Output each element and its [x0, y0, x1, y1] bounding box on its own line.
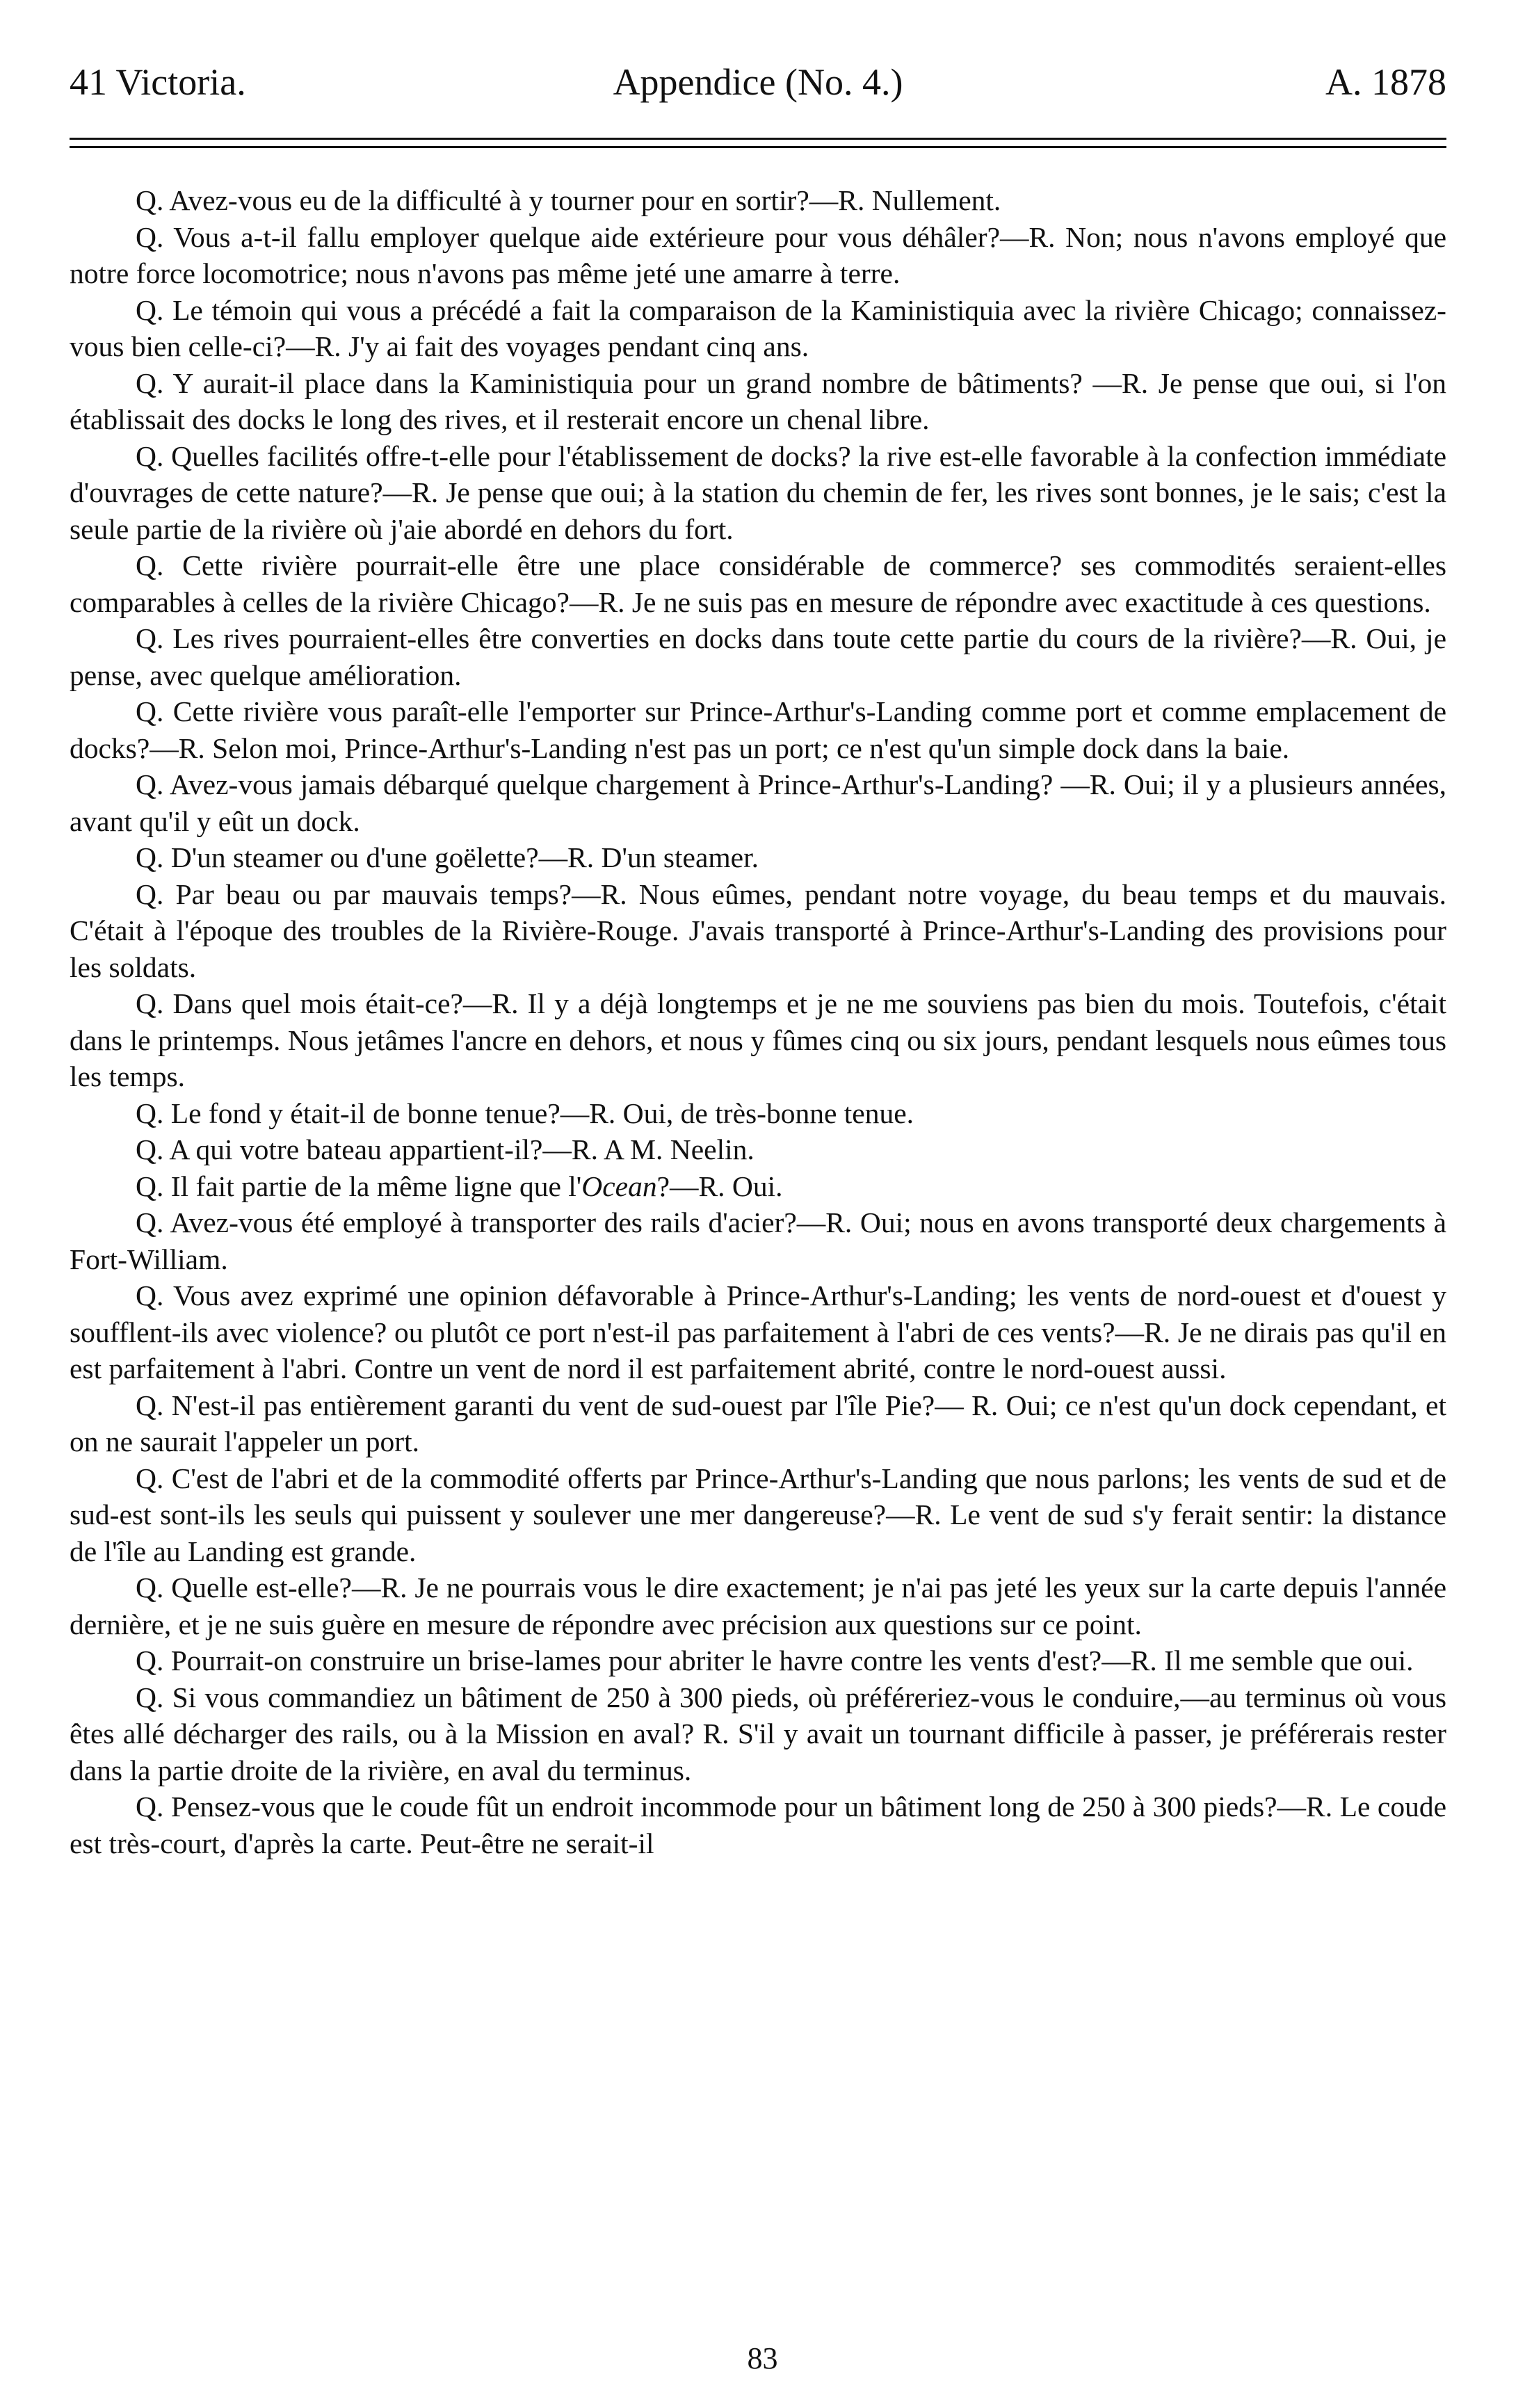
qa-paragraph: Q. Avez-vous été employé à transporter des rails d'acier?—R. Oui; nous en avons transporté deux chargements à Fort-William.	[70, 1206, 1446, 1275]
qa-paragraph: Q. Les rives pourraient-elles être converties en docks dans toute cette partie du cours de la rivière?—R. Oui, je pense, avec quelque amélioration.	[70, 622, 1446, 691]
qa-paragraph: Q. C'est de l'abri et de la commodité offerts par Prince-Arthur's-Landing que nous parlons; les vents de sud et de sud-est sont-ils les seuls qui puissent y soulever une mer dangereuse?—R. Le vent de sud s'y ferait sentir: la distance de l'île au Landing est grande.	[70, 1462, 1446, 1567]
qa-paragraph: Q. Pourrait-on construire un brise-lames pour abriter le havre contre les vents d'est?—R. Il me semble que oui.	[136, 1645, 1414, 1676]
qa-paragraph: Q. Pensez-vous que le coude fût un endroit incommode pour un bâtiment long de 250 à 300 pieds?—R. Le coude est très-court, d'après la carte. Peut-être ne serait-il	[70, 1791, 1446, 1859]
qa-paragraph: Q. Y aurait-il place dans la Kaministiquia pour un grand nombre de bâtiments? —R. Je pense que oui, si l'on établissait des docks le long des rives, et il resterait encore un chenal libre.	[70, 366, 1446, 435]
qa-paragraph: Q. Par beau ou par mauvais temps?—R. Nous eûmes, pendant notre voyage, du beau temps et du mauvais. C'était à l'époque des troubles de la Rivière-Rouge. J'avais transporté à Prince-Arthur's-Landing des provisions pour les soldats.	[70, 878, 1446, 983]
running-header	[70, 54, 1446, 110]
qa-paragraph: Q. Avez-vous eu de la difficulté à y tourner pour en sortir?—R. Nullement.	[136, 184, 1001, 216]
qa-paragraph: Q. Avez-vous jamais débarqué quelque chargement à Prince-Arthur's-Landing? —R. Oui; il y a plusieurs années, avant qu'il y eût un dock.	[70, 768, 1446, 837]
qa-paragraph: Q. Quelle est-elle?—R. Je ne pourrais vous le dire exactement; je n'ai pas jeté les yeux sur la carte depuis l'année dernière, et je ne suis guère en mesure de répondre avec précision aux questions sur ce point.	[70, 1571, 1446, 1640]
qa-paragraph: Q. Cette rivière pourrait-elle être une place considérable de commerce? ses commodités seraient-elles comparables à celles de la rivière Chicago?—R. Je ne suis pas en mesure de répondre avec exactitude à ces questions.	[70, 549, 1446, 618]
header-title: Appendice (No. 4.)	[613, 61, 903, 103]
ship-name: Ocean	[581, 1170, 657, 1202]
qa-paragraph: Q. Le témoin qui vous a précédé a fait la comparaison de la Kaministiquia avec la rivière Chicago; connaissez-vous bien celle-ci?—R. J'y ai fait des voyages pendant cinq ans.	[70, 293, 1446, 362]
header-rule-bottom	[70, 146, 1446, 148]
qa-paragraph: Q. Quelles facilités offre-t-elle pour l'établissement de docks? la rive est-elle favorable à la confection immédiate d'ouvrages de cette nature?—R. Je pense que oui; à la station du chemin de fer, les rives sont bonnes, je le sais; c'est la seule partie de la rivière où j'aie abordé en dehors du fort.	[70, 439, 1446, 545]
qa-paragraph: Q. Si vous commandiez un bâtiment de 250 à 300 pieds, où préféreriez-vous le conduire,—au terminus où vous êtes allé décharger des rails, ou à la Mission en aval? R. S'il y avait un tournant difficile à passer, je préférerais rester dans la partie droite de la rivière, en aval du terminus.	[70, 1681, 1446, 1786]
qa-paragraph: Q. Cette rivière vous paraît-elle l'emporter sur Prince-Arthur's-Landing comme port et comme emplacement de docks?—R. Selon moi, Prince-Arthur's-Landing n'est pas un port; ce n'est qu'un simple dock dans la baie.	[70, 695, 1446, 764]
qa-paragraph: Q. Dans quel mois était-ce?—R. Il y a déjà longtemps et je ne me souviens pas bien du mois. Toutefois, c'était dans le printemps. Nous jetâmes l'ancre en dehors, et nous y fûmes cinq ou six jours, pendant lesquels nous eûmes tous les temps.	[70, 987, 1446, 1092]
qa-paragraph: Q. Vous a-t-il fallu employer quelque aide extérieure pour vous déhâler?—R. Non; nous n'avons employé que notre force locomotrice; nous n'avons pas même jeté une amarre à terre.	[70, 220, 1446, 289]
qa-text: Q. Il fait partie de la même ligne que l'	[136, 1170, 582, 1202]
header-rule-top	[70, 138, 1446, 140]
page-number: 83	[747, 2341, 778, 2375]
testimony-text	[70, 182, 1446, 1861]
qa-paragraph	[70, 1168, 1446, 1205]
qa-paragraph: Q. N'est-il pas entièrement garanti du vent de sud-ouest par l'île Pie?— R. Oui; ce n'est qu'un dock cependant, et on ne saurait l'appeler un port.	[70, 1389, 1446, 1457]
header-session: 41 Victoria.	[70, 61, 246, 103]
qa-paragraph: Q. D'un steamer ou d'une goëlette?—R. D'un steamer.	[136, 841, 759, 873]
qa-paragraph: Q. Le fond y était-il de bonne tenue?—R. Oui, de très-bonne tenue.	[136, 1097, 914, 1129]
header-year: A. 1878	[1325, 61, 1446, 103]
qa-paragraph: Q. Vous avez exprimé une opinion défavorable à Prince-Arthur's-Landing; les vents de nord-ouest et d'ouest y soufflent-ils avec violence? ou plutôt ce port n'est-il pas parfaitement à l'abri de ces vents?—R. Je ne dirais pas qu'il en est parfaitement à l'abri. Contre un vent de nord il est parfaitement abrité, contre le nord-ouest aussi.	[70, 1279, 1446, 1384]
qa-paragraph: Q. A qui votre bateau appartient-il?—R. A M. Neelin.	[136, 1133, 755, 1165]
qa-text: ?—R. Oui.	[656, 1170, 783, 1202]
